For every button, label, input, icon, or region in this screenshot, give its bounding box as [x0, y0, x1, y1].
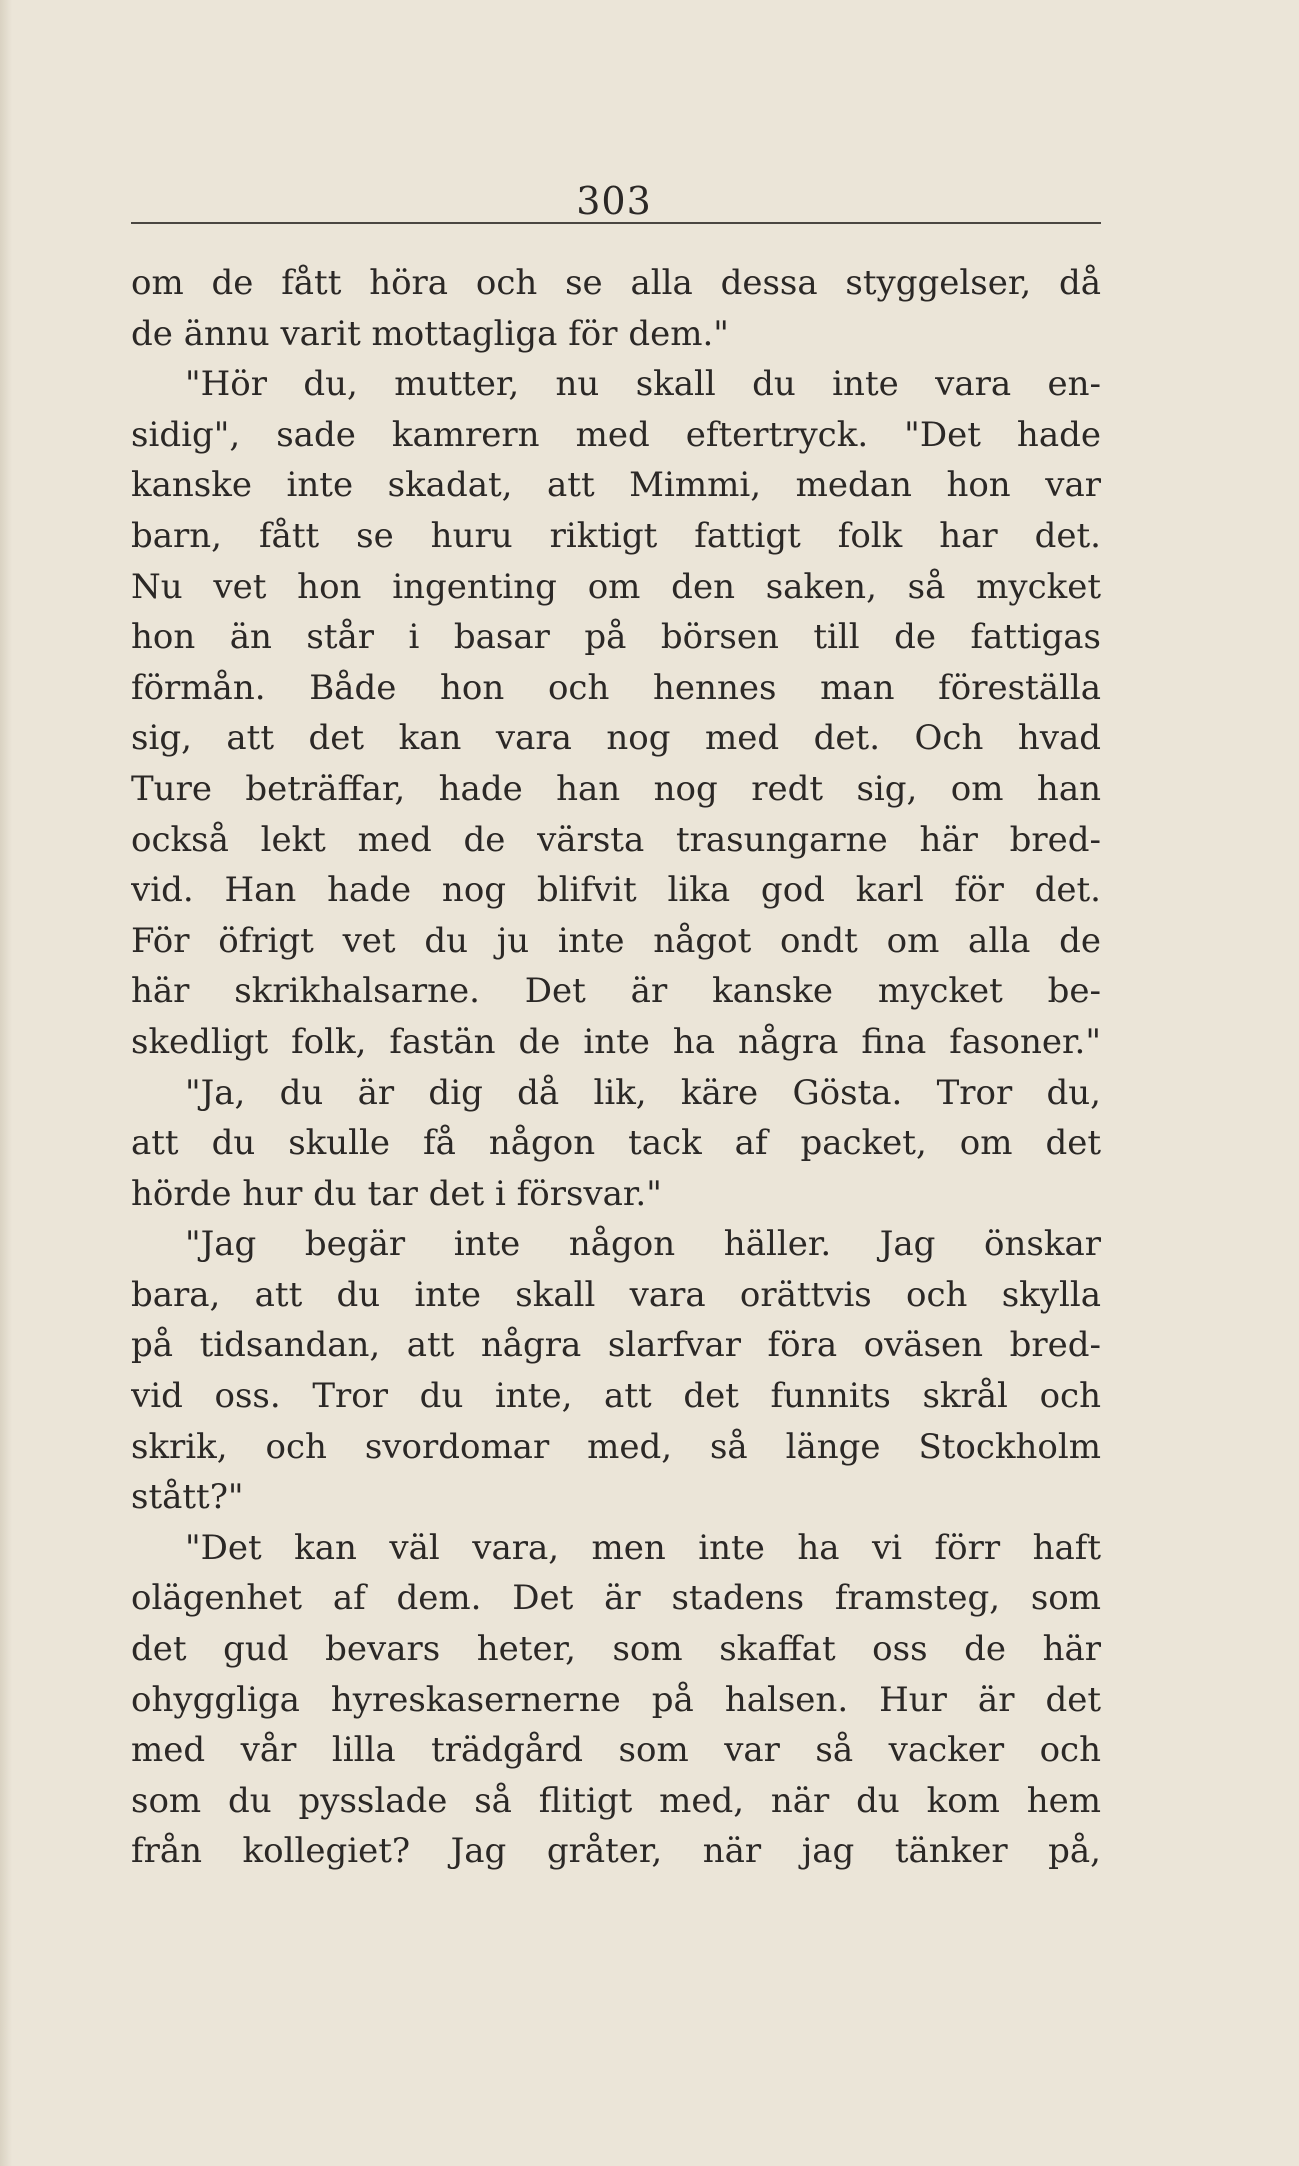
page-binding-edge — [0, 0, 12, 2166]
text-line: barn, fått se huru riktigt fattigt folk har det. — [131, 515, 1101, 556]
text-line: att du skulle få någon tack af packet, om det — [131, 1123, 1101, 1164]
text-line: stått?" — [131, 1477, 244, 1518]
text-line: också lekt med de värsta trasungarne här bred- — [131, 819, 1101, 860]
text-line: olägenhet af dem. Det är stadens framsteg, som — [131, 1578, 1101, 1619]
text-line: ohyggliga hyreskasernerne på halsen. Hur är det — [131, 1679, 1101, 1720]
text-line: skedligt folk, fastän de inte ha några fina fasoner." — [131, 1021, 1101, 1062]
page-number: 303 — [576, 179, 652, 223]
text-line: För öfrigt vet du ju inte något ondt om alla de — [131, 920, 1101, 961]
header-rule — [131, 222, 1101, 224]
text-line: från kollegiet? Jag gråter, när jag tänker på, — [131, 1831, 1101, 1872]
text-line: "Hör du, mutter, nu skall du inte vara en- — [185, 364, 1101, 405]
text-line: kanske inte skadat, att Mimmi, medan hon var — [131, 465, 1101, 506]
text-line: bara, att du inte skall vara orättvis och skylla — [131, 1274, 1101, 1315]
text-line: Ture beträffar, hade han nog redt sig, om han — [131, 768, 1101, 809]
text-line: med vår lilla trädgård som var så vacker och — [131, 1730, 1101, 1771]
text-line: hörde hur du tar det i försvar." — [131, 1173, 662, 1214]
text-line: här skrikhalsarne. Det är kanske mycket be- — [131, 971, 1101, 1012]
text-line: skrik, och svordomar med, så länge Stockholm — [131, 1426, 1101, 1467]
text-line: som du pysslade så flitigt med, när du kom hem — [131, 1780, 1101, 1821]
text-line: om de fått höra och se alla dessa styggelser, då — [131, 263, 1101, 303]
text-line: Nu vet hon ingenting om den saken, så mycket — [131, 566, 1101, 607]
text-line: vid. Han hade nog blifvit lika god karl för det. — [131, 870, 1101, 911]
text-line: sig, att det kan vara nog med det. Och hvad — [131, 718, 1101, 759]
text-line: "Ja, du är dig då lik, käre Gösta. Tror du, — [185, 1072, 1101, 1113]
text-line: vid oss. Tror du inte, att det funnits skrål och — [131, 1376, 1101, 1417]
text-line: "Jag begär inte någon häller. Jag önskar — [185, 1224, 1101, 1265]
text-line: sidig", sade kamrern med eftertryck. "Det hade — [131, 414, 1101, 455]
text-line: "Det kan väl vara, men inte ha vi förr haft — [185, 1527, 1101, 1568]
text-line: på tidsandan, att några slarfvar föra oväsen bred- — [131, 1325, 1101, 1366]
text-line: det gud bevars heter, som skaffat oss de här — [131, 1629, 1101, 1670]
body-text — [131, 258, 1101, 1877]
text-line: förmån. Både hon och hennes man föreställa — [131, 667, 1101, 708]
text-line: de ännu varit mottagliga för dem." — [131, 313, 729, 354]
text-line: hon än står i basar på börsen till de fattigas — [131, 617, 1101, 658]
